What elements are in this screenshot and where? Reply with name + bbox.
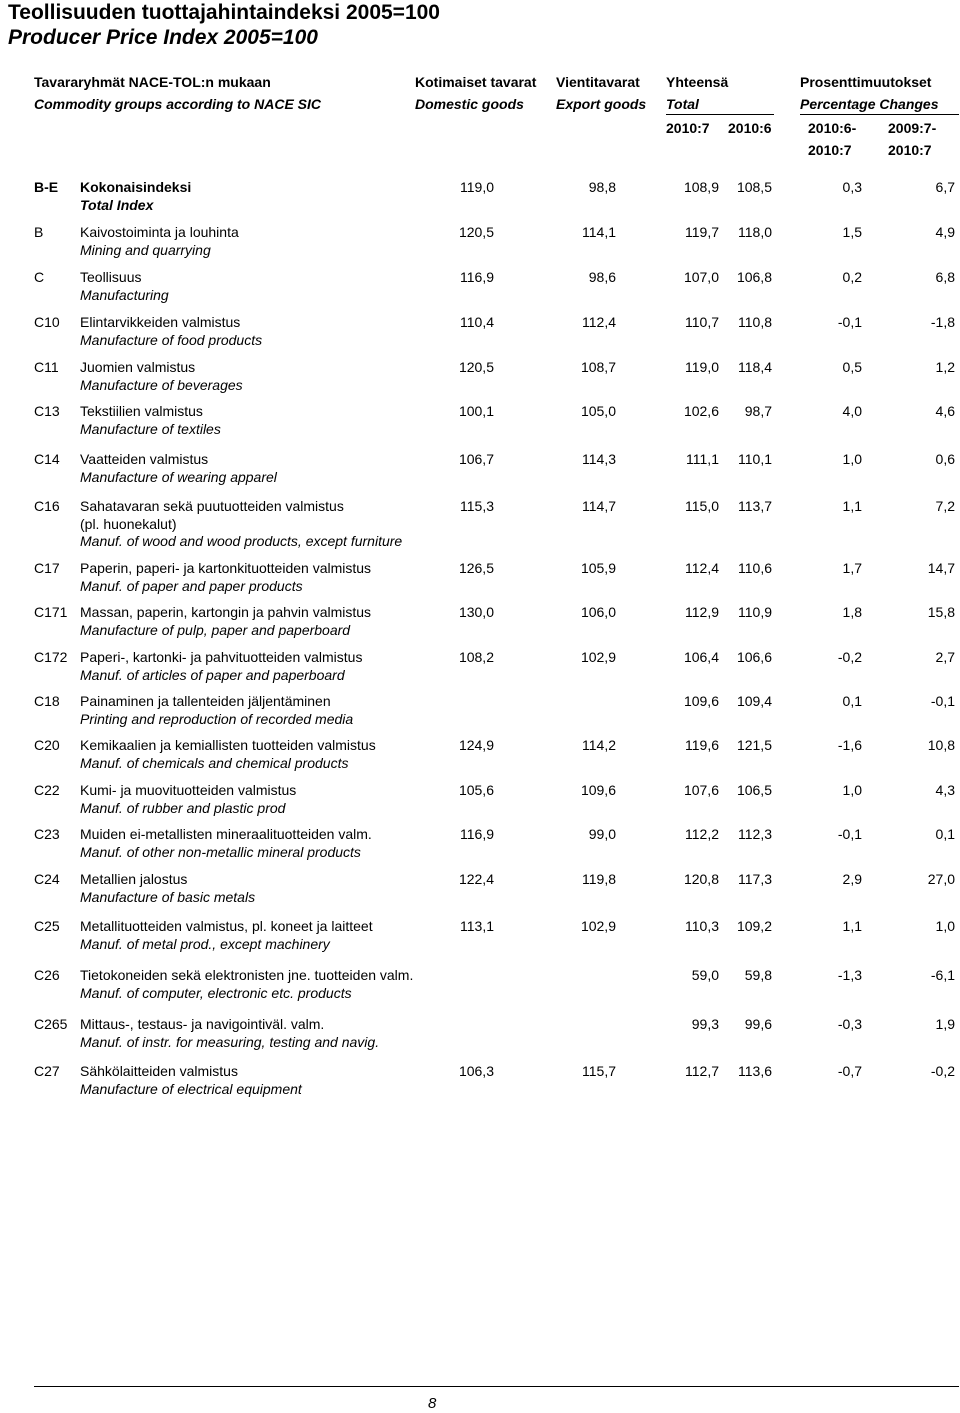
- row-code: C265: [34, 1016, 68, 1032]
- cell-total-6: 110,9: [738, 604, 772, 620]
- cell-pct-year: 2,7: [935, 649, 955, 665]
- cell-pct-year: -6,1: [930, 967, 955, 983]
- cell-total-6: 118,4: [738, 359, 772, 375]
- header-col-pct2-top: 2009:7-: [888, 120, 937, 136]
- cell-pct-year: 6,8: [935, 269, 955, 285]
- row-label-fi: Kaivostoiminta ja louhinta: [80, 224, 239, 240]
- row-code: C11: [34, 359, 59, 375]
- cell-domestic: 116,9: [460, 826, 494, 842]
- cell-total-7: 108,9: [683, 179, 719, 195]
- cell-total-7: 119,7: [685, 224, 719, 240]
- cell-export: 105,0: [580, 403, 616, 419]
- cell-total-7: 112,4: [685, 560, 719, 576]
- cell-pct-month: -1,6: [837, 737, 862, 753]
- row-label-fi: Elintarvikkeiden valmistus: [80, 314, 241, 330]
- cell-domestic: 120,5: [458, 224, 494, 240]
- cell-pct-year: 0,6: [935, 451, 955, 467]
- cell-total-7: 107,6: [683, 782, 719, 798]
- cell-domestic: 124,9: [458, 737, 494, 753]
- cell-total-6: 106,8: [736, 269, 772, 285]
- cell-domestic: 122,4: [458, 871, 494, 887]
- cell-export: 105,9: [580, 560, 616, 576]
- cell-domestic: 110,4: [460, 314, 494, 330]
- cell-total-6: 117,3: [738, 871, 772, 887]
- cell-total-7: 110,3: [685, 918, 719, 934]
- row-label-en: Total Index: [80, 196, 154, 213]
- cell-export: 114,3: [582, 451, 616, 467]
- cell-domestic: 105,6: [458, 782, 494, 798]
- cell-total-6: 106,5: [736, 782, 772, 798]
- cell-pct-month: 1,1: [842, 498, 862, 514]
- cell-total-7: 107,0: [683, 269, 719, 285]
- cell-total-7: 119,0: [685, 359, 719, 375]
- header-pct-fi: Prosenttimuutokset: [800, 74, 932, 90]
- row-label-fi-continued: (pl. huonekalut): [80, 515, 177, 532]
- row-label-fi: Tietokoneiden sekä elektronisten jne. tuotteiden valm.: [80, 967, 414, 983]
- row-label-fi: Kumi- ja muovituotteiden valmistus: [80, 782, 297, 798]
- cell-pct-month: -0,1: [837, 314, 862, 330]
- cell-total-7: 111,1: [686, 451, 719, 467]
- cell-pct-month: 2,9: [842, 871, 862, 887]
- cell-export: 98,6: [588, 269, 616, 285]
- cell-total-7: 120,8: [683, 871, 719, 887]
- cell-pct-year: 10,8: [927, 737, 955, 753]
- row-code: C171: [34, 604, 68, 620]
- cell-total-7: 99,3: [691, 1016, 719, 1032]
- header-pct-underline: [800, 114, 959, 115]
- cell-total-7: 102,6: [683, 403, 719, 419]
- row-label-en: Mining and quarrying: [80, 241, 211, 258]
- cell-pct-month: -0,7: [837, 1063, 862, 1079]
- header-total-underline: [666, 114, 774, 115]
- header-col-2010-6: 2010:6: [728, 120, 772, 136]
- cell-pct-year: 7,2: [935, 498, 955, 514]
- row-code: C10: [34, 314, 60, 330]
- header-total-en: Total: [666, 96, 699, 112]
- cell-total-6: 99,6: [744, 1016, 772, 1032]
- row-label-en: Manuf. of wood and wood products, except furniture: [80, 533, 403, 549]
- row-label-fi: Teollisuus: [80, 269, 142, 285]
- cell-domestic: 130,0: [458, 604, 494, 620]
- row-code: C13: [34, 403, 60, 419]
- row-label-fi: Mittaus-, testaus- ja navigointiväl. valm.: [80, 1016, 325, 1032]
- cell-export: 114,1: [582, 224, 616, 240]
- cell-total-7: 112,9: [685, 604, 719, 620]
- cell-total-6: 110,1: [738, 451, 772, 467]
- row-code: C172: [34, 649, 68, 665]
- cell-pct-month: 0,5: [842, 359, 862, 375]
- cell-export: 106,0: [580, 604, 616, 620]
- page-title-fi: Teollisuuden tuottajahintaindeksi 2005=100: [8, 1, 440, 24]
- cell-pct-month: 1,7: [842, 560, 862, 576]
- row-code: C14: [34, 451, 60, 467]
- row-label-fi: Tekstiilien valmistus: [80, 403, 203, 419]
- cell-pct-year: 15,8: [927, 604, 955, 620]
- cell-pct-year: 27,0: [927, 871, 955, 887]
- cell-export: 102,9: [580, 918, 616, 934]
- cell-total-6: 113,6: [738, 1063, 772, 1079]
- row-label-en: Manuf. of rubber and plastic prod: [80, 799, 286, 816]
- cell-total-6: 59,8: [744, 967, 772, 983]
- cell-export: 119,8: [582, 871, 616, 887]
- cell-domestic: 113,1: [460, 918, 494, 934]
- cell-total-6: 109,4: [736, 693, 772, 709]
- cell-domestic: 120,5: [458, 359, 494, 375]
- row-code: C25: [34, 918, 60, 934]
- cell-pct-year: 4,9: [935, 224, 955, 240]
- header-col-pct1-top: 2010:6-: [808, 120, 857, 136]
- row-code: C22: [34, 782, 60, 798]
- cell-total-6: 113,7: [738, 498, 772, 514]
- cell-export: 115,7: [582, 1063, 616, 1079]
- cell-pct-month: 0,1: [842, 693, 862, 709]
- row-code: C23: [34, 826, 60, 842]
- row-code: C24: [34, 871, 60, 887]
- cell-export: 112,4: [582, 314, 616, 330]
- cell-total-6: 108,5: [736, 179, 772, 195]
- row-code: B: [34, 224, 44, 240]
- cell-pct-month: 1,0: [842, 451, 862, 467]
- row-label-en: Manuf. of paper and paper products: [80, 577, 303, 594]
- row-label-fi: Metallituotteiden valmistus, pl. koneet ja laitteet: [80, 918, 373, 934]
- cell-domestic: 126,5: [458, 560, 494, 576]
- row-label-en: Manufacture of textiles: [80, 420, 221, 437]
- row-label-fi: Painaminen ja tallenteiden jäljentäminen: [80, 693, 331, 709]
- cell-export: 99,0: [588, 826, 616, 842]
- row-label-en: Manuf. of metal prod., except machinery: [80, 935, 330, 952]
- row-code: C17: [34, 560, 60, 576]
- row-code: C: [34, 269, 45, 285]
- cell-pct-month: 0,2: [842, 269, 862, 285]
- header-groups-en: Commodity groups according to NACE SIC: [34, 96, 322, 112]
- row-label-en: Manufacturing: [80, 286, 169, 303]
- row-label-en: Manuf. of computer, electronic etc. products: [80, 984, 352, 1001]
- cell-total-6: 98,7: [744, 403, 772, 419]
- cell-total-7: 59,0: [691, 967, 719, 983]
- cell-domestic: 119,0: [460, 179, 494, 195]
- header-pct-en: Percentage Changes: [800, 96, 939, 112]
- header-export-en: Export goods: [556, 96, 647, 112]
- cell-pct-year: 1,2: [935, 359, 955, 375]
- header-domestic-fi: Kotimaiset tavarat: [415, 74, 537, 90]
- cell-domestic: 106,3: [458, 1063, 494, 1079]
- cell-pct-year: 4,6: [935, 403, 955, 419]
- page-number: 8: [428, 1395, 437, 1412]
- cell-total-7: 109,6: [683, 693, 719, 709]
- row-label-fi: Kokonaisindeksi: [80, 179, 192, 195]
- cell-export: 102,9: [580, 649, 616, 665]
- cell-total-7: 110,7: [685, 314, 719, 330]
- row-label-fi: Kemikaalien ja kemiallisten tuotteiden valmistus: [80, 737, 376, 753]
- cell-total-7: 119,6: [685, 737, 719, 753]
- cell-pct-year: 1,9: [935, 1016, 955, 1032]
- row-label-en: Manufacture of pulp, paper and paperboard: [80, 621, 351, 638]
- cell-pct-year: -1,8: [930, 314, 955, 330]
- header-col-pct1-bottom: 2010:7: [808, 142, 852, 158]
- header-col-2010-7: 2010:7: [666, 120, 710, 136]
- row-code: C27: [34, 1063, 60, 1079]
- cell-total-6: 118,0: [738, 224, 772, 240]
- cell-pct-year: 0,1: [935, 826, 955, 842]
- row-label-en: Manufacture of basic metals: [80, 888, 256, 905]
- row-label-en: Manuf. of instr. for measuring, testing and navig.: [80, 1033, 380, 1050]
- cell-pct-month: -0,2: [837, 649, 862, 665]
- row-label-fi: Juomien valmistus: [80, 359, 196, 375]
- row-label-en: Manufacture of beverages: [80, 376, 243, 393]
- row-label-en: Manuf. of articles of paper and paperboard: [80, 666, 345, 683]
- cell-domestic: 106,7: [458, 451, 494, 467]
- cell-pct-month: 1,5: [842, 224, 862, 240]
- row-label-fi: Vaatteiden valmistus: [80, 451, 209, 467]
- row-label-en: Manuf. of chemicals and chemical products: [80, 754, 349, 771]
- cell-export: 109,6: [580, 782, 616, 798]
- header-col-pct2-bottom: 2010:7: [888, 142, 932, 158]
- cell-pct-month: 4,0: [842, 403, 862, 419]
- row-code: C18: [34, 693, 60, 709]
- row-label-en: Manufacture of wearing apparel: [80, 468, 277, 485]
- cell-export: 108,7: [580, 359, 616, 375]
- row-code: C16: [34, 498, 60, 514]
- row-label-fi: Sähkölaitteiden valmistus: [80, 1063, 238, 1079]
- cell-total-7: 106,4: [683, 649, 719, 665]
- cell-total-6: 112,3: [738, 826, 772, 842]
- row-label-fi: Metallien jalostus: [80, 871, 188, 887]
- row-label-en: Manuf. of other non-metallic mineral products: [80, 843, 361, 860]
- footer-divider: [34, 1386, 959, 1387]
- header-domestic-en: Domestic goods: [415, 96, 524, 112]
- cell-pct-month: 1,1: [842, 918, 862, 934]
- row-label-en: Manufacture of electrical equipment: [80, 1080, 302, 1097]
- row-code: C20: [34, 737, 60, 753]
- cell-total-7: 115,0: [685, 498, 719, 514]
- cell-pct-year: 14,7: [927, 560, 955, 576]
- cell-pct-month: -0,1: [837, 826, 862, 842]
- cell-total-6: 110,6: [738, 560, 772, 576]
- header-groups-fi: Tavararyhmät NACE-TOL:n mukaan: [34, 74, 271, 90]
- cell-pct-month: 0,3: [842, 179, 862, 195]
- row-code: B-E: [34, 179, 59, 195]
- cell-export: 114,2: [582, 737, 616, 753]
- cell-total-7: 112,7: [685, 1063, 719, 1079]
- row-label-fi: Muiden ei-metallisten mineraalituotteiden valm.: [80, 826, 372, 842]
- cell-domestic: 115,3: [460, 498, 494, 514]
- cell-domestic: 100,1: [458, 403, 494, 419]
- page-title-en: Producer Price Index 2005=100: [8, 26, 318, 49]
- row-code: C26: [34, 967, 60, 983]
- cell-pct-year: -0,2: [930, 1063, 955, 1079]
- header-export-fi: Vientitavarat: [556, 74, 640, 90]
- cell-total-6: 110,8: [738, 314, 772, 330]
- cell-pct-year: 6,7: [935, 179, 955, 195]
- cell-pct-year: 4,3: [935, 782, 955, 798]
- cell-total-6: 106,6: [736, 649, 772, 665]
- cell-domestic: 116,9: [460, 269, 494, 285]
- row-label-fi: Sahatavaran sekä puutuotteiden valmistus: [80, 498, 344, 514]
- cell-pct-year: -0,1: [930, 693, 955, 709]
- cell-pct-year: 1,0: [935, 918, 955, 934]
- cell-domestic: 108,2: [458, 649, 494, 665]
- cell-pct-month: 1,0: [842, 782, 862, 798]
- cell-pct-month: -1,3: [837, 967, 862, 983]
- row-label-fi: Paperin, paperi- ja kartonkituotteiden valmistus: [80, 560, 372, 576]
- cell-total-6: 109,2: [736, 918, 772, 934]
- cell-pct-month: 1,8: [842, 604, 862, 620]
- row-label-en: Printing and reproduction of recorded media: [80, 710, 354, 727]
- row-label-fi: Massan, paperin, kartongin ja pahvin valmistus: [80, 604, 372, 620]
- header-total-fi: Yhteensä: [666, 74, 729, 90]
- cell-export: 98,8: [588, 179, 616, 195]
- cell-pct-month: -0,3: [837, 1016, 862, 1032]
- row-label-fi: Paperi-, kartonki- ja pahvituotteiden valmistus: [80, 649, 363, 665]
- row-label-en: Manufacture of food products: [80, 331, 263, 348]
- cell-export: 114,7: [582, 498, 616, 514]
- cell-total-6: 121,5: [736, 737, 772, 753]
- cell-total-7: 112,2: [685, 826, 719, 842]
